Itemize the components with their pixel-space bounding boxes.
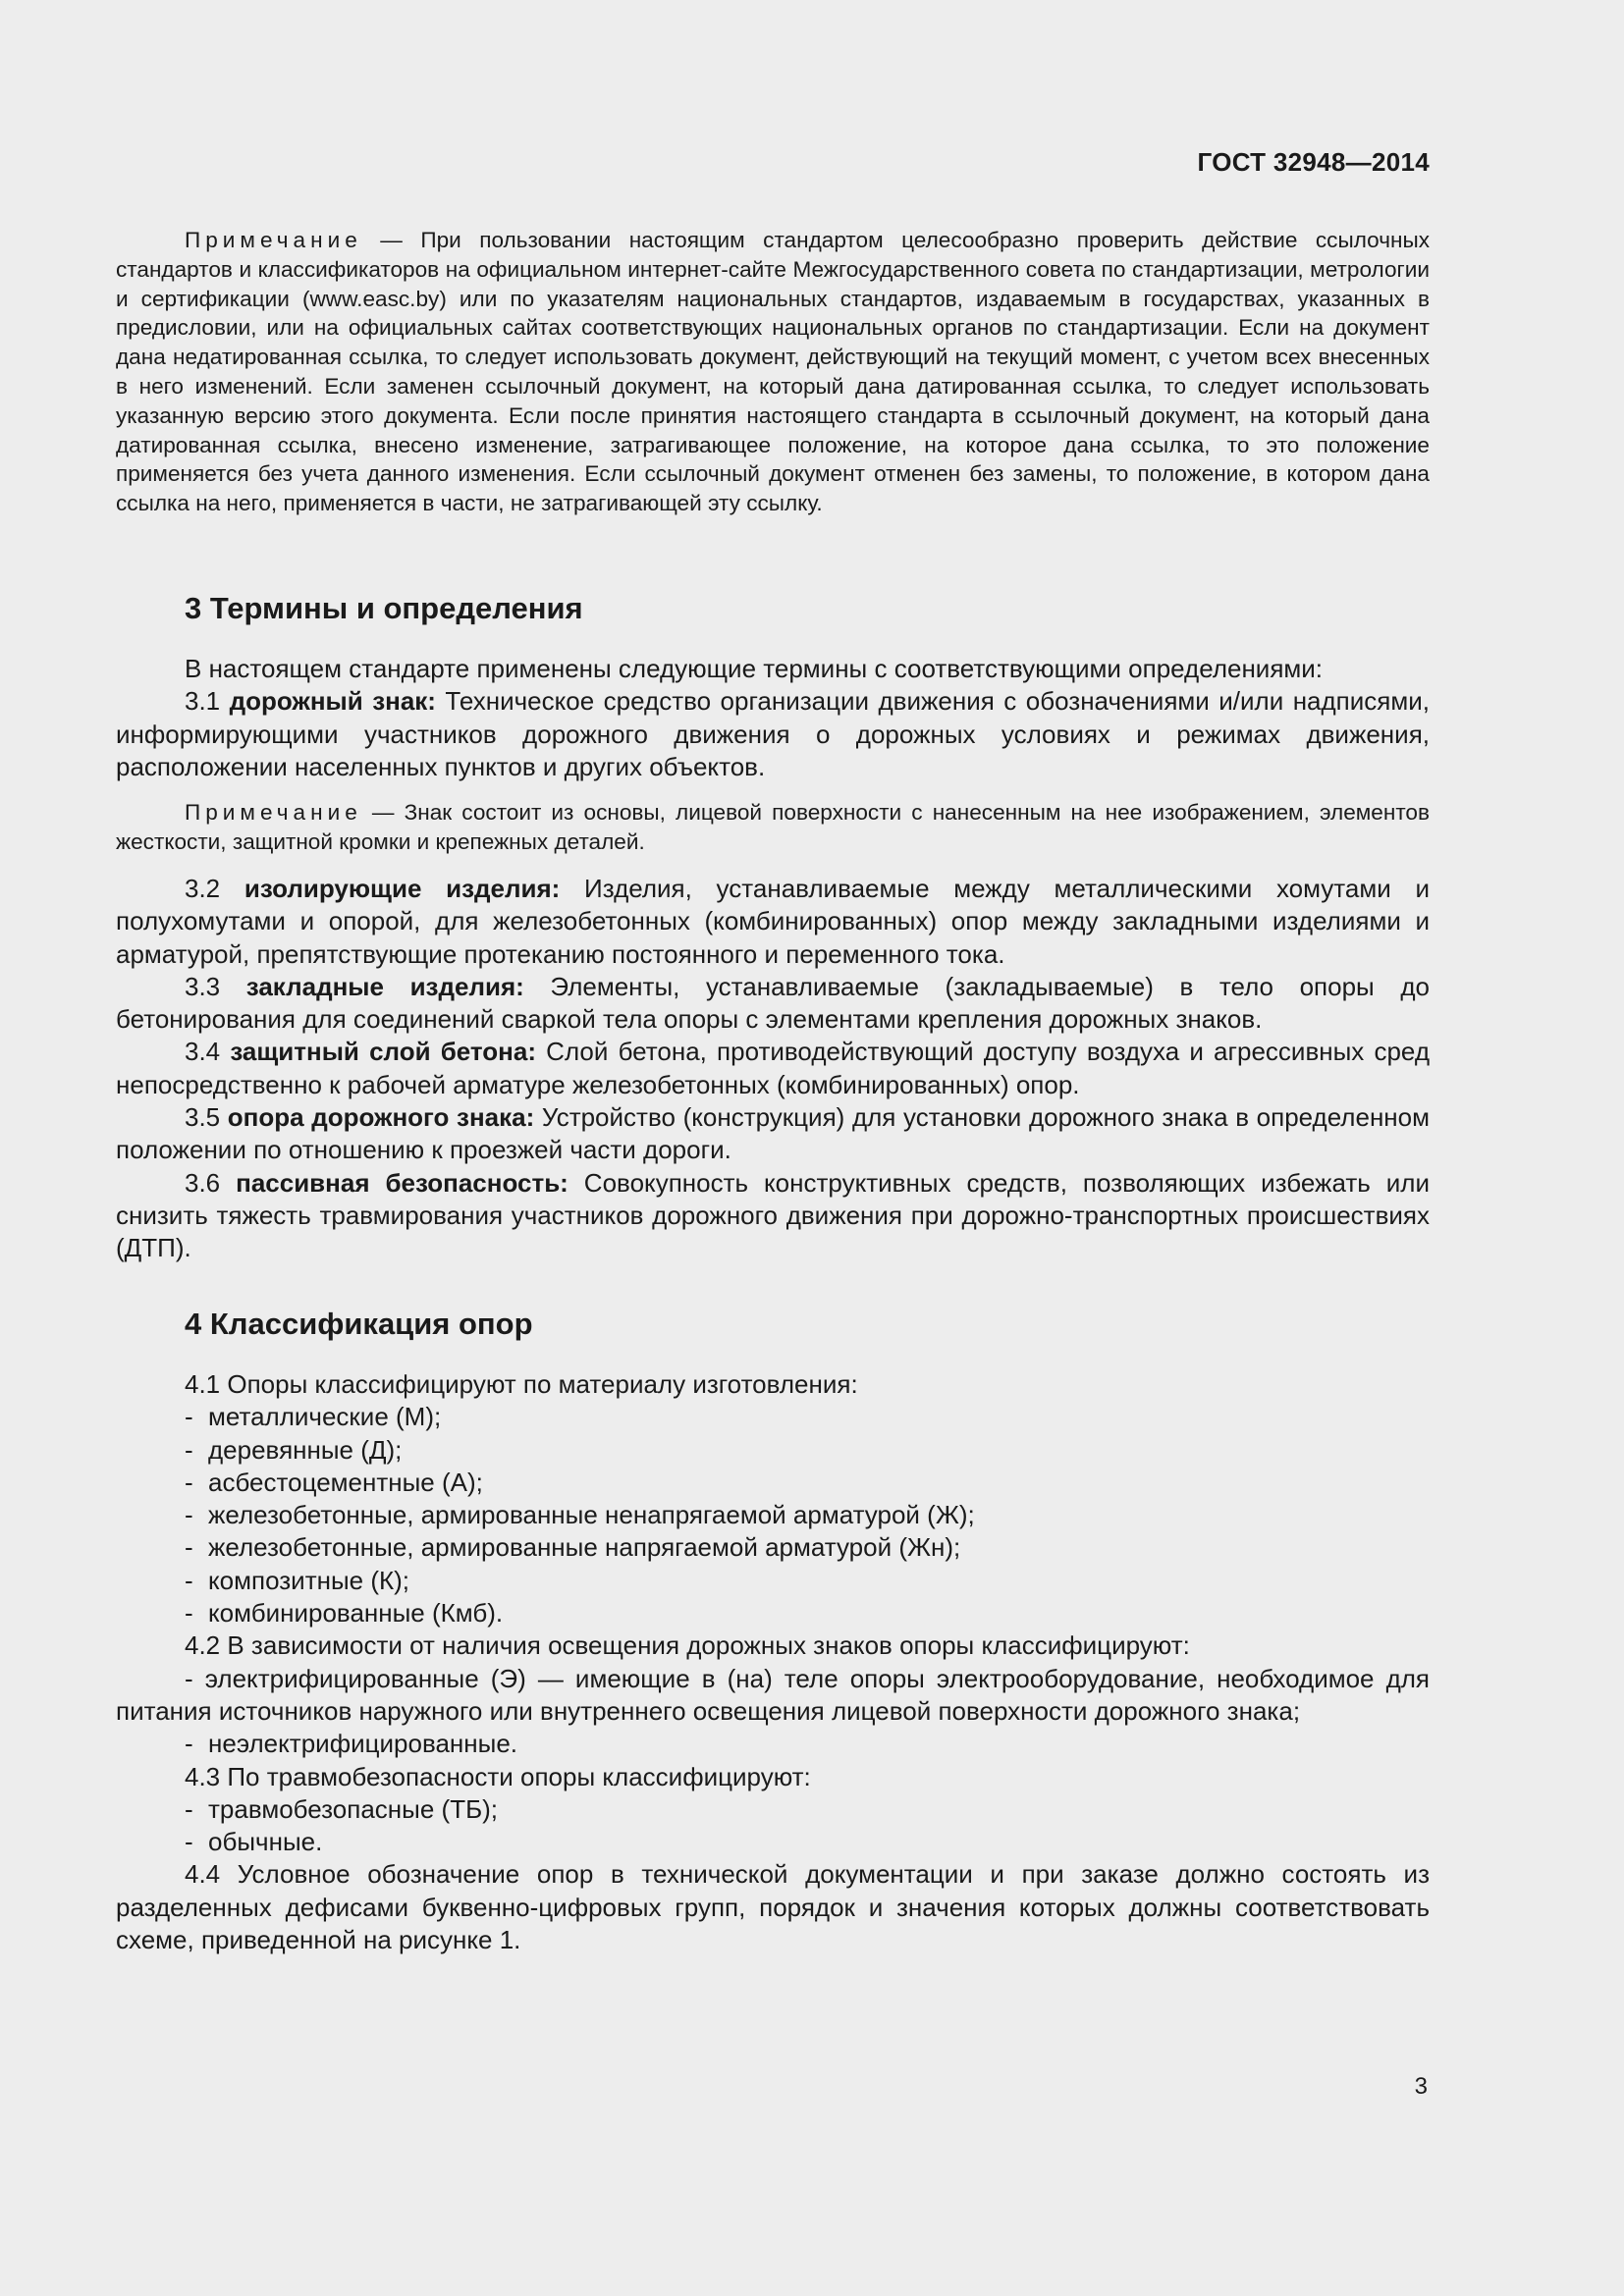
list-item: - обычные.: [185, 1827, 323, 1857]
term-3-5: [116, 1101, 1430, 1167]
term-definition: Устройство (конструкция) для установки дорожного знака в определенном положении по отношению к проезжей части дороги.: [116, 1102, 1430, 1165]
section-3: [116, 591, 1430, 626]
list-item: - неэлектрифицированные.: [185, 1729, 518, 1759]
document-code: ГОСТ 32948—2014: [1197, 147, 1430, 177]
term-number: 3.4: [185, 1037, 231, 1067]
note-paragraph: [116, 798, 1430, 857]
term-number: 3.1: [185, 686, 230, 717]
section-4-body: [116, 1368, 1430, 1956]
term-note: [116, 798, 1430, 857]
term-definition: Техническое средство организации движения с обозначениями и/или надписями, информирующими участников дорожного движения о дорожных условиях и режимах движения, расположении населенных пунктов и других объектов.: [116, 686, 1430, 781]
terms-list: [116, 873, 1430, 1265]
list-item: - железобетонные, армированные напрягаемой арматурой (Жн);: [185, 1532, 961, 1563]
term-definition: Слой бетона, противодействующий доступу воздуха и агрессивных сред непосредственно к рабочей арматуре железобетонных (комбинированных) опор.: [116, 1037, 1430, 1099]
term-name: опора дорожного знака:: [227, 1102, 535, 1133]
term-number: 3.2: [185, 874, 244, 903]
term-definition: Элементы, устанавливаемые (закладываемые) в тело опоры до бетонирования для соединений сваркой тела опоры с элементами крепления дорожных знаков.: [116, 971, 1430, 1035]
term-3-3: [116, 971, 1430, 1037]
paragraph-4-3: 4.3 По травмобезопасности опоры классифицируют:: [185, 1761, 811, 1791]
note-text: — При пользовании настоящим стандартом целесообразно проверить действие ссылочных стандартов и классификаторов на официальном интернет-сайте Межгосударственного совета по стандартизации, метрологии и сертификации (www.easc.by) или по указателям национальных стандартов, издаваемым в государствах, указанных в предисловии, или на официальных сайтах соответствующих национальных органов по стандартизации. Если на документ дана недатированная ссылка, то следует использовать документ, действующий на текущий момент, с учетом всех внесенных в него изменений. Если заменен ссылочный документ, на который дана датированная ссылка, то следует использовать указанную версию этого документа. Если после принятия настоящего стандарта в ссылочный документ, на который дана датированная ссылка, внесено изменение, затрагивающее положение, на которое дана ссылка, то это положение применяется без учета данного изменения. Если ссылочный документ отменен без замены, то положение, в котором дана ссылка на него, применяется в части, не затрагивающей эту ссылку.: [116, 228, 1430, 516]
lighting-item-electrified: - электрифицированные (Э) — имеющие в (на) теле опоры электрооборудование, необходимое для питания источников наружного или внутреннего освещения лицевой поверхности дорожного знака;: [116, 1663, 1430, 1726]
term-number: 3.3: [185, 971, 246, 1001]
note-label: Примечание: [185, 800, 362, 825]
term-name: изолирующие изделия:: [244, 874, 561, 903]
term-3-2: [116, 873, 1430, 971]
section-3-intro: В настоящем стандарте применены следующие термины с соответствующими определениями:: [185, 654, 1324, 683]
list-item: - комбинированные (Кмб).: [185, 1598, 504, 1629]
note-text: — Знак состоит из основы, лицевой поверхности с нанесенным на нее изображением, элементов жесткости, защитной кромки и крепежных деталей.: [116, 800, 1430, 854]
list-item: - металлические (М);: [185, 1402, 442, 1432]
section-3-title: 3 Термины и определения: [185, 591, 583, 625]
term-3-4: [116, 1036, 1430, 1101]
term-definition: Изделия, устанавливаемые между металлическими хомутами и полухомутами и опорой, для железобетонных (комбинированных) опор между закладными изделиями и арматурой, препятствующие протеканию постоянного и переменного тока.: [116, 874, 1430, 969]
term-definition: Совокупность конструктивных средств, позволяющих избежать или снизить тяжесть травмирования участников дорожного движения при дорожно-транспортных происшествиях (ДТП).: [116, 1167, 1430, 1263]
term-name: дорожный знак:: [229, 686, 436, 717]
section-4: [116, 1307, 1430, 1342]
term-name: пассивная безопасность:: [236, 1167, 568, 1198]
reference-note: [116, 226, 1430, 518]
term-3-6: [116, 1167, 1430, 1265]
paragraph-4-2: 4.2 В зависимости от наличия освещения дорожных знаков опоры классифицируют:: [185, 1630, 1190, 1661]
list-item: - асбестоцементные (А);: [185, 1467, 483, 1497]
note-label: Примечание: [185, 228, 362, 252]
term-name: закладные изделия:: [245, 971, 524, 1001]
list-item: - железобетонные, армированные ненапрягаемой арматурой (Ж);: [185, 1500, 975, 1530]
section-4-title: 4 Классификация опор: [185, 1307, 533, 1341]
section-3-body: [116, 653, 1430, 783]
safety-list: [116, 1793, 1430, 1859]
paragraph-4-1: 4.1 Опоры классифицируют по материалу изготовления:: [185, 1369, 858, 1399]
lighting-list: [116, 1728, 1430, 1760]
term-number: 3.6: [185, 1167, 237, 1198]
materials-list: [116, 1401, 1430, 1629]
list-item: - композитные (К);: [185, 1565, 410, 1595]
paragraph-4-4: 4.4 Условное обозначение опор в технической документации и при заказе должно состоять из разделенных дефисами буквенно-цифровых групп, порядок и значения которых должны соответствовать схеме, приведенной на рисунке 1.: [116, 1859, 1430, 1955]
note-paragraph: [116, 226, 1430, 518]
term-3-1: [116, 685, 1430, 783]
term-number: 3.5: [185, 1102, 228, 1133]
term-name: защитный слой бетона:: [230, 1037, 537, 1067]
page-number: 3: [1414, 2073, 1428, 2100]
list-item: - деревянные (Д);: [185, 1434, 403, 1465]
list-item: - травмобезопасные (ТБ);: [185, 1793, 499, 1824]
